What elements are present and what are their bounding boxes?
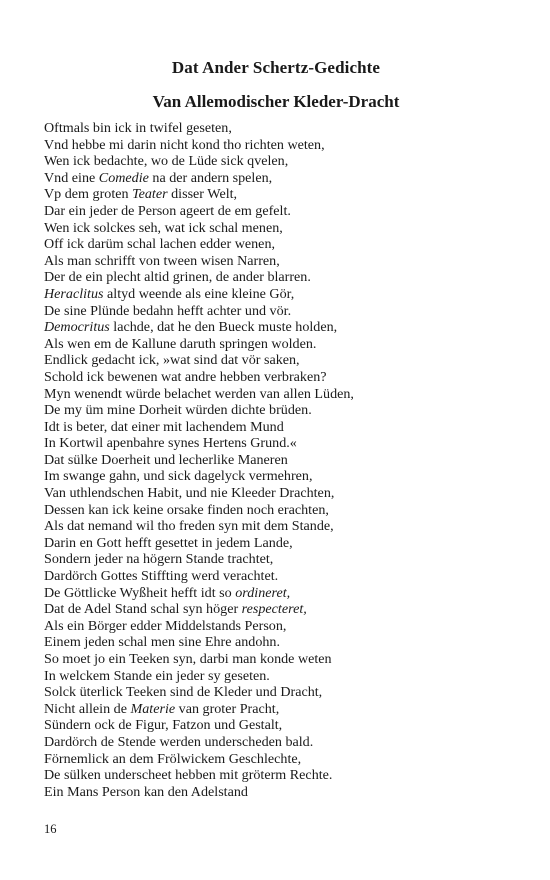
poem-line-text: In Kortwil apenbahre synes Hertens Grund.« [44, 435, 297, 452]
page-number: 16 [44, 822, 57, 836]
poem-line-text: Dardörch de Stende werden underscheden bald. [44, 733, 314, 750]
poem-line-text: Vp dem groten [44, 186, 133, 203]
poem-line-text: De my üm mine Dorheit würden dichte brüden. [44, 402, 312, 419]
poem-line [44, 120, 524, 137]
poem-line-text: Dar ein jeder de Person ageert de em gefelt. [44, 202, 291, 219]
poem-line [44, 701, 524, 718]
poem-line [44, 419, 524, 436]
poem-line-text: Dardörch Gottes Stiffting werd verachtet. [44, 568, 279, 585]
poem-line [44, 734, 524, 751]
poem-line-text: altyd weende als eine kleine Gör, [103, 285, 295, 302]
poem-line [44, 551, 524, 568]
poem-line [44, 402, 524, 419]
poem-line-text: Sondern jeder na högern Stande trachtet, [44, 551, 274, 568]
poem-line [44, 585, 524, 602]
poem-line-italic-text: Comedie [98, 169, 149, 186]
poem-line-text: Als dat nemand wil tho freden syn mit dem Stande, [44, 518, 334, 535]
poem-line [44, 220, 524, 237]
poem-line-text: So moet jo ein Teeken syn, darbi man konde weten [44, 651, 332, 667]
poem-line-text: Van uthlendschen Habit, und nie Kleeder Drachten, [44, 485, 335, 502]
poem-line-text: Dessen kan ick keine orsake finden noch erachten, [44, 501, 329, 518]
poem-line-italic-text: respecteret, [241, 601, 307, 618]
poem-line-italic-text: ordineret, [235, 584, 291, 601]
poem-line [44, 386, 524, 403]
poem-line-text: Als man schrifft von tween wisen Narren, [44, 252, 280, 269]
poem-line [44, 634, 524, 651]
poem-line [44, 269, 524, 286]
poem-line [44, 618, 524, 635]
poem-line-text: Darin en Gott hefft gesettet in jedem Lande, [44, 534, 293, 551]
poem-line-text: Dat de Adel Stand schal syn höger [44, 601, 242, 618]
poem-line [44, 137, 524, 154]
poem-line-text: De Göttlicke Wyßheit hefft idt so [44, 584, 236, 601]
poem-line-italic-text: Democritus [44, 319, 110, 336]
poem-line-text: Wen ick bedachte, wo de Lüde sick qvelen, [44, 153, 289, 170]
poem-line [44, 535, 524, 552]
poem-line [44, 253, 524, 270]
poem-line-text: Vnd hebbe mi darin nicht kond tho richten weten, [44, 136, 325, 153]
poem-line [44, 751, 524, 768]
poem-line [44, 502, 524, 519]
poem-line [44, 186, 524, 203]
poem-body [44, 120, 524, 800]
poem-line [44, 286, 524, 303]
poem-line-text: Der de ein plecht altid grinen, de ander blarren. [44, 269, 311, 286]
poem-line [44, 170, 524, 187]
poem-line-text: disser Welt, [167, 186, 238, 203]
poem-line [44, 153, 524, 170]
poem-line [44, 485, 524, 502]
poem-line [44, 668, 524, 685]
poem-line [44, 468, 524, 485]
poem-line-text: Förnemlick an dem Frölwickem Geschlechte, [44, 750, 302, 767]
poem-line-text: Einem jeden schal men sine Ehre andohn. [44, 634, 280, 651]
poem-line [44, 352, 524, 369]
poem-line [44, 717, 524, 734]
poem-line-text: lachde, dat he den Bueck muste holden, [109, 319, 338, 336]
poem-line-text: Im swange gahn, und sick dagelyck vermehren, [44, 468, 313, 485]
poem-line-text: Schold ick bewenen wat andre hebben verbraken? [44, 368, 327, 385]
poem-line-italic-text: Teater [132, 186, 168, 203]
poem-line-text: Idt is beter, dat einer mit lachendem Mund [44, 418, 284, 435]
poem-line-text: van groter Pracht, [175, 700, 280, 717]
poem-line-text: Nicht allein de [44, 700, 131, 717]
poem-line [44, 435, 524, 452]
poem-line [44, 601, 524, 618]
poem-line-text: Dat sülke Doerheit und lecherlike Maneren [44, 451, 288, 468]
poem-line [44, 203, 524, 220]
poem-line-text: Oftmals bin ick in twifel geseten, [44, 120, 232, 136]
poem-line-text: Als ein Börger edder Middelstands Person, [44, 617, 287, 634]
poem-line-text: In welckem Stande ein jeder sy geseten. [44, 667, 270, 684]
poem-line-italic-text: Heraclitus [44, 285, 104, 302]
poem-line-text: na der andern spelen, [148, 169, 273, 186]
poem-line [44, 767, 524, 784]
poem-line [44, 684, 524, 701]
poem-line-text: Als wen em de Kallune daruth springen wolden. [44, 335, 317, 352]
poem-line [44, 651, 524, 668]
poem-line [44, 518, 524, 535]
poem-line-text: De sine Plünde bedahn hefft achter und vör. [44, 302, 292, 319]
poem-line-text: Myn wenendt würde belachet werden van allen Lüden, [44, 385, 354, 402]
poem-line [44, 784, 524, 801]
poem-line [44, 303, 524, 320]
poem-line-text: Wen ick solckes seh, wat ick schal menen, [44, 219, 283, 236]
poem-line-text: De sülken underscheet hebben mit gröterm Rechte. [44, 767, 333, 784]
poem-line [44, 319, 524, 336]
poem-line [44, 236, 524, 253]
poem-line-text: Sündern ock de Figur, Fatzon und Gestalt, [44, 717, 283, 734]
poem-line [44, 452, 524, 469]
poem-line-text: Off ick darüm schal lachen edder wenen, [44, 236, 276, 253]
poem-title: Dat Ander Schertz-Gedichte [171, 58, 381, 77]
poem-line-text: Solck üterlick Teeken sind de Kleder und Dracht, [44, 684, 323, 701]
poem-line-italic-text: Materie [130, 700, 176, 717]
poem-line-text: Vnd eine [44, 169, 99, 186]
poem-line [44, 336, 524, 353]
poem-line-text: Endlick gedacht ick, »wat sind dat vör saken, [44, 352, 300, 369]
poem-line-text: Ein Mans Person kan den Adelstand [44, 783, 248, 800]
poem-subtitle: Van Allemodischer Kleder-Dracht [152, 92, 400, 111]
poem-line [44, 568, 524, 585]
poem-line [44, 369, 524, 386]
